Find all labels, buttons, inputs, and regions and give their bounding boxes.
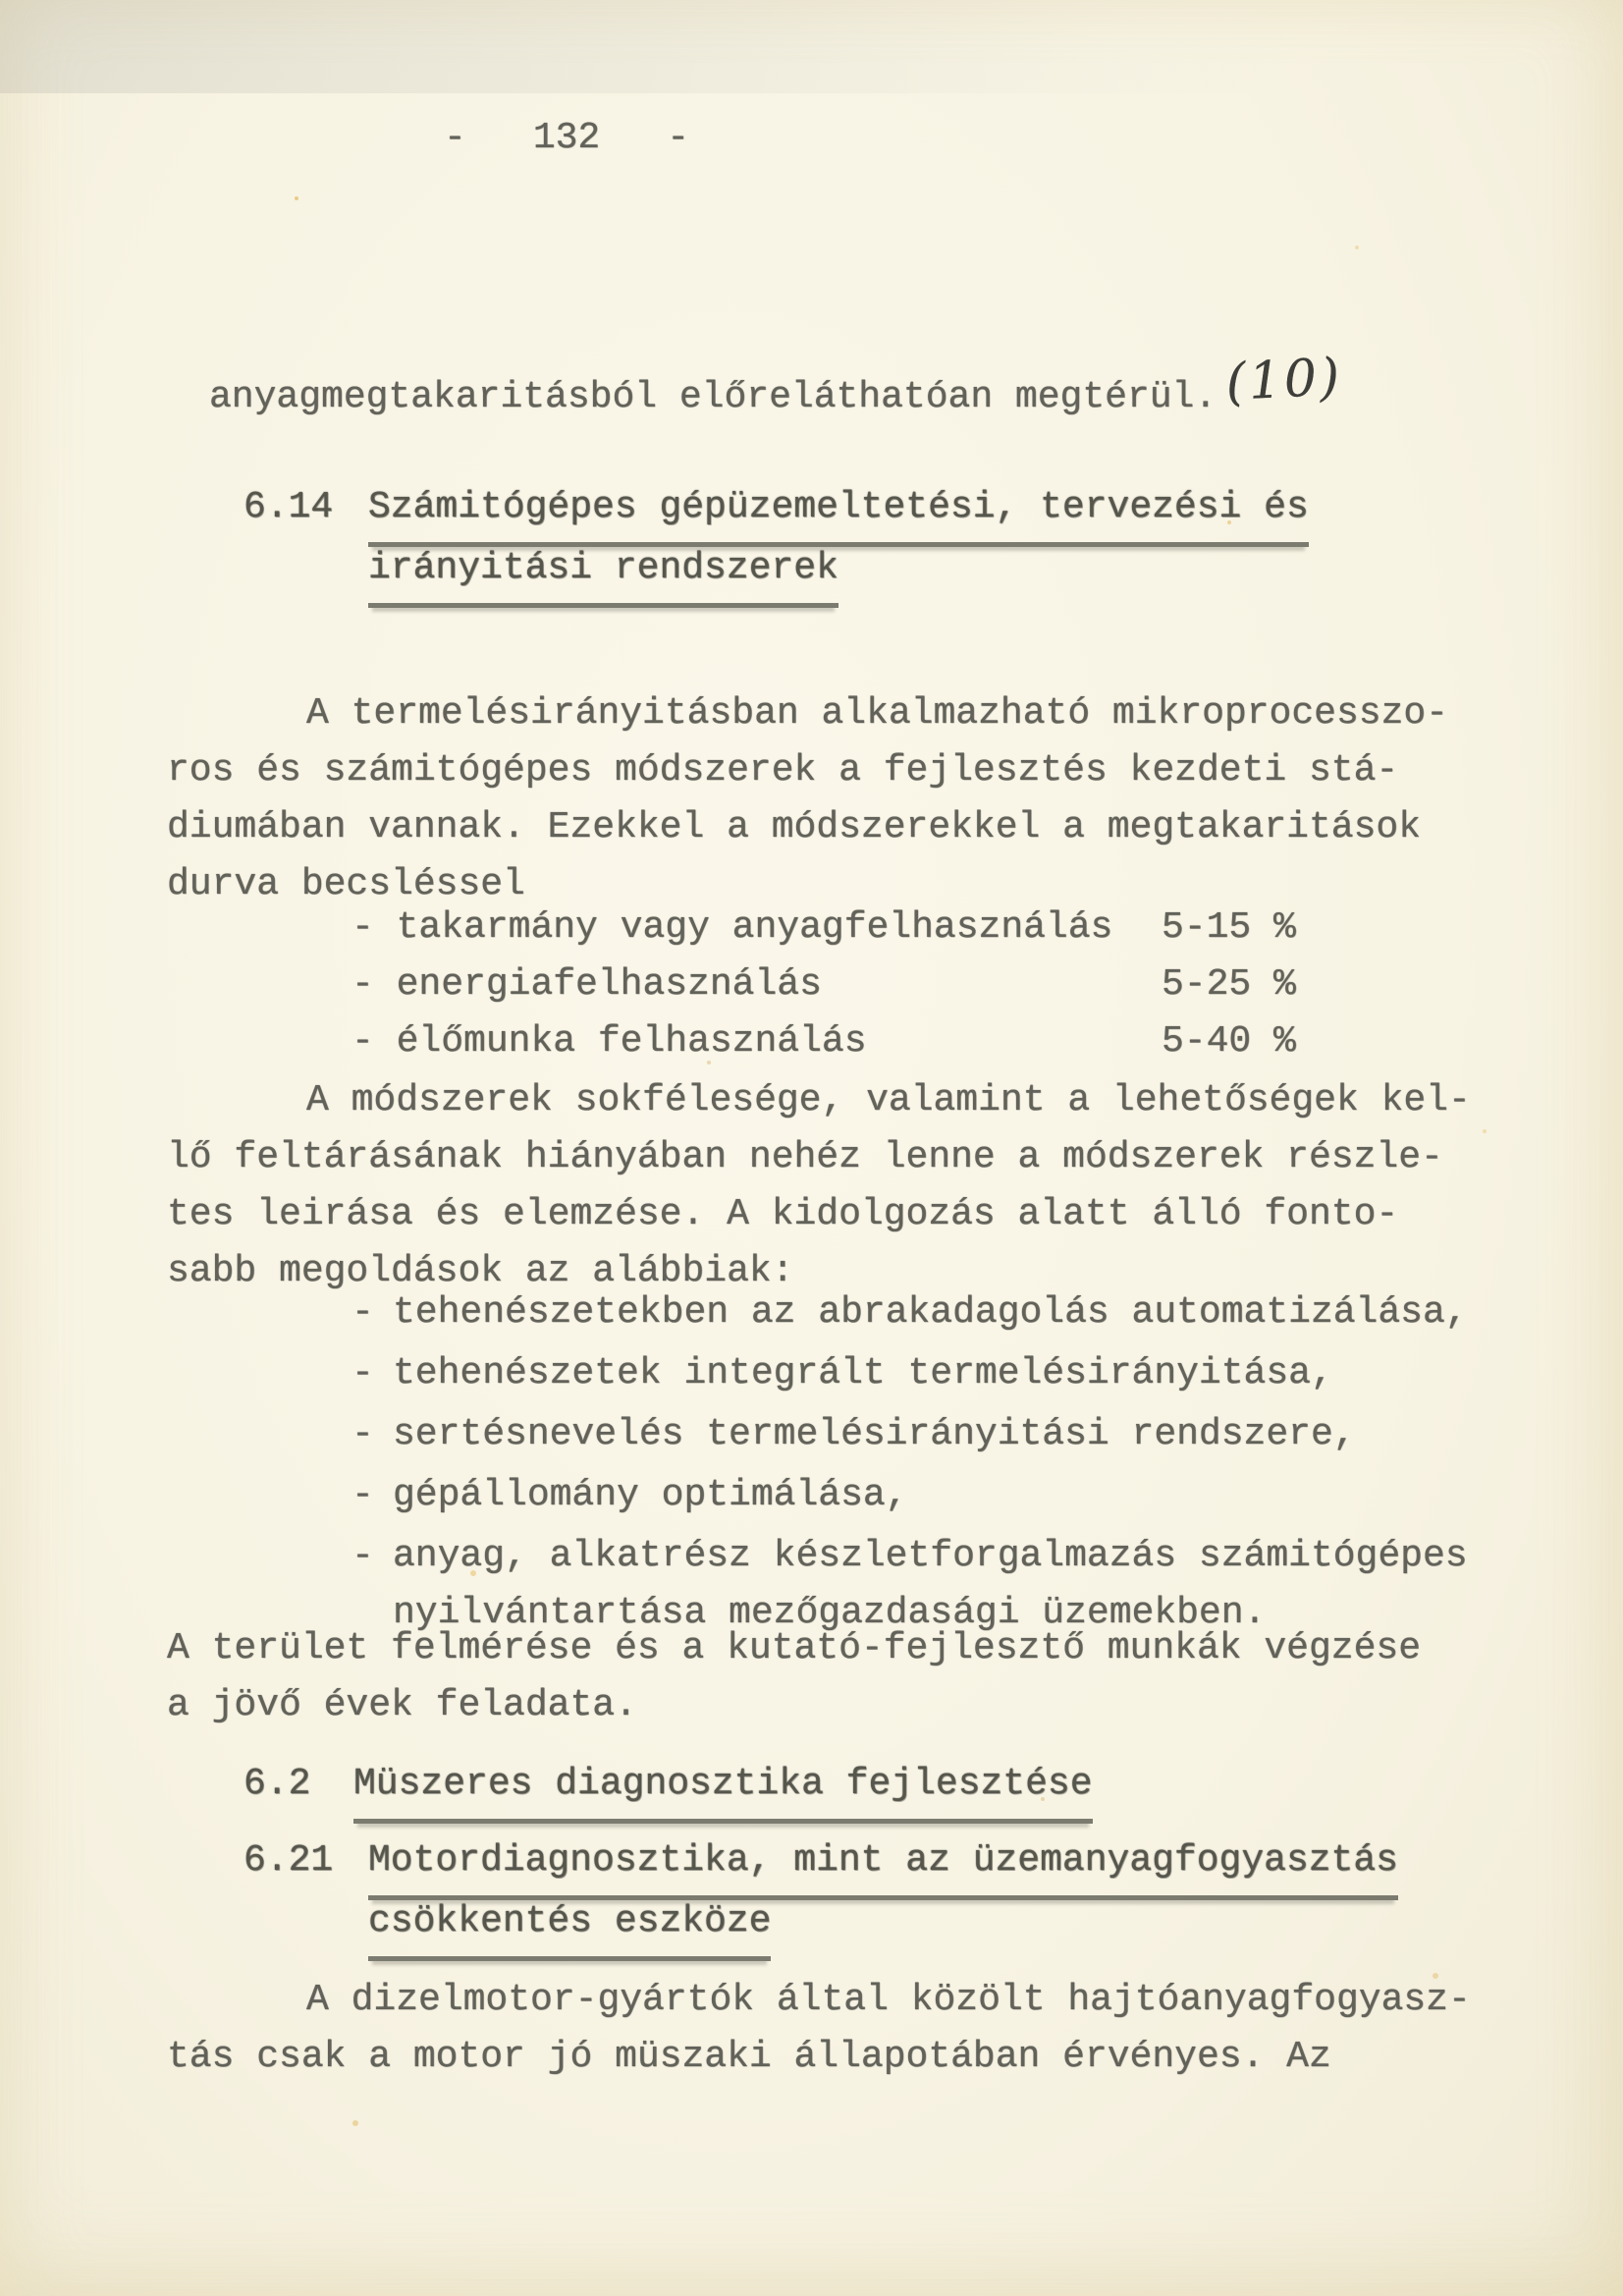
list-item-text: gépállomány optimálása, [393, 1474, 908, 1516]
list-marker: - [352, 1474, 374, 1516]
section-6-14-title-line1-text: Számitógépes gépüzemeltetési, tervezési és [368, 479, 1309, 547]
paragraph-line: sabb megoldások az alábbiak: [167, 1250, 794, 1292]
list-item [352, 1345, 1468, 1402]
paragraph-methods [167, 685, 1448, 913]
section-6-2-number: 6.2 [243, 1763, 311, 1805]
page-number [444, 110, 689, 167]
list-marker: - [352, 1535, 374, 1577]
list-marker: - [352, 1413, 374, 1455]
list-item-line [352, 1528, 1468, 1585]
savings-label: - takarmány vagy anyagfelhasználás [352, 906, 1113, 949]
section-6-21-title-line1-text: Motordiagnosztika, mint az üzemanyagfogyasztás [368, 1832, 1398, 1900]
savings-list [352, 900, 1432, 1070]
savings-row [352, 1013, 1432, 1070]
section-6-2-title [353, 1756, 1093, 1824]
paragraph-line: tes leirása és elemzése. A kidolgozás alatt álló fonto- [167, 1193, 1399, 1235]
paper-speckles [295, 196, 298, 200]
section-6-14-number: 6.14 [243, 486, 334, 528]
savings-row [352, 900, 1432, 957]
handwritten-footnote-ref: (10) [1224, 347, 1344, 413]
paragraph-line: A dizelmotor-gyártók által közölt hajtóanyagfogyasz- [306, 1979, 1471, 2021]
paragraph-line: tás csak a motor jó müszaki állapotában érvényes. Az [167, 2036, 1331, 2078]
paragraph-line: a jövő évek feladata. [167, 1684, 637, 1726]
savings-label: - energiafelhasználás [352, 963, 822, 1006]
section-6-21-number: 6.21 [243, 1839, 334, 1882]
list-marker: - [352, 963, 374, 1006]
section-6-21-title-line2-text: csökkentés eszköze [368, 1893, 771, 1961]
page-number-dash-right: - [667, 117, 690, 159]
intro-text: anyagmegtakaritásból előreláthatóan megtérül. [209, 376, 1217, 418]
paragraph-line: A terület felmérése és a kutató-fejlesztő munkák végzése [167, 1627, 1422, 1669]
section-6-14-title-line2 [368, 540, 839, 608]
savings-label: - élőmunka felhasználás [352, 1020, 867, 1063]
section-6-2-title-text: Müszeres diagnosztika fejlesztése [353, 1756, 1093, 1824]
paragraph-line: diumában vannak. Ezekkel a módszerekkel a megtakaritások [167, 806, 1422, 848]
paragraph-line: durva becsléssel [167, 863, 525, 905]
list-item-text: sertésnevelés termelésirányitási rendszere, [393, 1413, 1356, 1455]
savings-value: 5-40 % [1162, 1020, 1296, 1063]
savings-row [352, 957, 1432, 1013]
list-item-text: tehenészetekben az abrakadagolás automatizálása, [393, 1291, 1468, 1334]
solutions-list [352, 1285, 1468, 1642]
section-6-14-title-line2-text: irányitási rendszerek [368, 540, 839, 608]
savings-value: 5-25 % [1162, 963, 1296, 1006]
list-item-text: tehenészetek integrált termelésirányitása, [393, 1352, 1333, 1394]
savings-value: 5-15 % [1162, 906, 1296, 949]
list-item-continuation: nyilvántartása mezőgazdasági üzemekben. [393, 1592, 1267, 1634]
list-marker: - [352, 906, 374, 949]
list-marker: - [352, 1291, 374, 1334]
list-item [352, 1467, 1468, 1524]
page-number-value: 132 [532, 117, 601, 159]
paragraph-line: lő feltárásának hiányában nehéz lenne a módszerek részle- [167, 1136, 1443, 1178]
list-item-text: anyag, alkatrész készletforgalmazás számitógépes [393, 1535, 1468, 1577]
section-6-21-title-line1 [368, 1832, 1398, 1900]
list-item [352, 1406, 1468, 1463]
intro-paragraph [209, 347, 1344, 426]
paragraph-line: A termelésirányitásban alkalmazható mikroprocesszo- [306, 692, 1448, 735]
list-item [352, 1285, 1468, 1341]
paragraph-diesel [167, 1972, 1471, 2086]
list-marker: - [352, 1020, 374, 1063]
paragraph-survey [167, 1620, 1421, 1734]
page-number-dash-left: - [444, 117, 466, 159]
paragraph-variety [167, 1072, 1471, 1300]
scanner-edge-shadow [0, 0, 1623, 93]
paragraph-line: ros és számitógépes módszerek a fejlesztés kezdeti stá- [167, 749, 1399, 792]
list-marker: - [352, 1352, 374, 1394]
paragraph-line: A módszerek sokfélesége, valamint a lehetőségek kel- [306, 1079, 1471, 1121]
section-6-14-title-line1 [368, 479, 1309, 547]
section-6-21-title-line2 [368, 1893, 771, 1961]
